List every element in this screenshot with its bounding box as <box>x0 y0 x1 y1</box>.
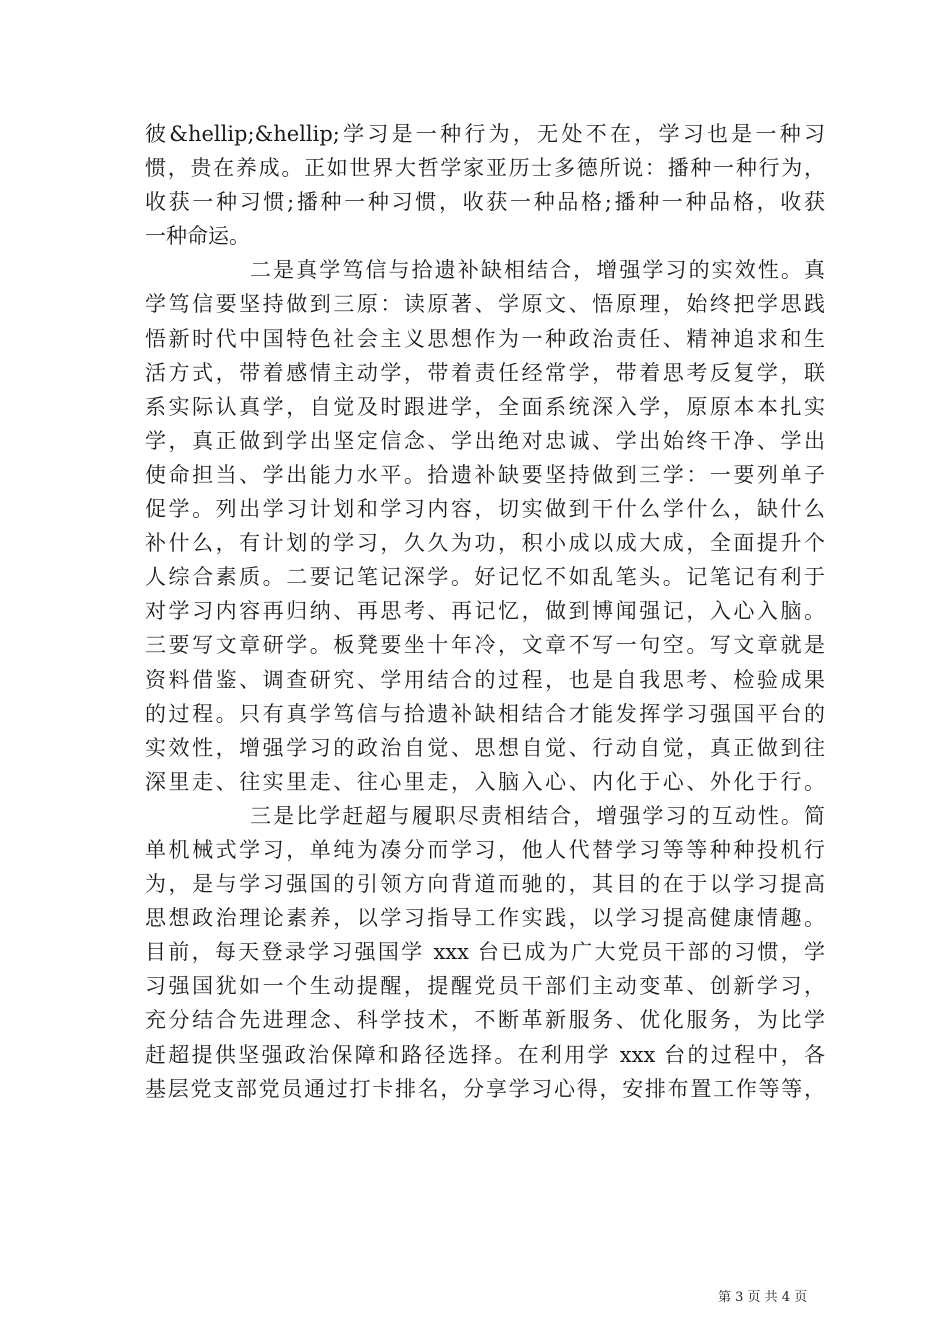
text-line: 补什么，有计划的学习，久久为功，积小成以成大成，全面提升个 <box>145 531 825 556</box>
text-line: 惯，贵在养成。正如世界大哲学家亚历士多德所说：播种一种行为， <box>145 156 825 181</box>
text-line: 为，是与学习强国的引领方向背道而驰的，其目的在于以学习提高 <box>145 872 825 897</box>
text-line: 深里走、往实里走、往心里走，入脑入心、内化于心、外化于行。 <box>145 769 825 794</box>
text-line: 悟新时代中国特色社会主义思想作为一种政治责任、精神追求和生 <box>145 326 825 351</box>
text-line: 思想政治理论素养，以学习指导工作实践，以学习提高健康情趣。 <box>145 906 825 931</box>
paragraph-first-line: 二是真学笃信与拾遗补缺相结合，增强学习的实效性。真 <box>250 258 825 283</box>
text-line: 习强国犹如一个生动提醒，提醒党员干部们主动变革、创新学习， <box>145 974 825 999</box>
text-line: 系实际认真学，自觉及时跟进学，全面系统深入学，原原本本扎实 <box>145 394 825 419</box>
text-line: 使命担当、学出能力水平。拾遗补缺要坚持做到三学：一要列单子 <box>145 462 825 487</box>
text-line: 充分结合先进理念、科学技术，不断革新服务、优化服务，为比学 <box>145 1008 825 1033</box>
text-line: 彼&hellip;&hellip;学习是一种行为，无处不在，学习也是一种习 <box>145 122 825 146</box>
text-line: 资料借鉴、调查研究、学用结合的过程，也是自我思考、检验成果 <box>145 667 825 692</box>
text-line: 的过程。只有真学笃信与拾遗补缺相结合才能发挥学习强国平台的 <box>145 701 825 726</box>
text-line: 收获一种习惯;播种一种习惯，收获一种品格;播种一种品格，收获 <box>145 190 825 215</box>
text-line: 人综合素质。二要记笔记深学。好记忆不如乱笔头。记笔记有利于 <box>145 565 825 590</box>
text-line: 一种命运。 <box>145 224 250 249</box>
text-line: 对学习内容再归纳、再思考、再记忆，做到博闻强记，入心入脑。 <box>145 599 825 624</box>
text-line: 基层党支部党员通过打卡排名，分享学习心得，安排布置工作等等， <box>145 1076 825 1101</box>
text-line: 单机械式学习，单纯为凑分而学习，他人代替学习等等种种投机行 <box>145 837 825 862</box>
paragraph-first-line: 三是比学赶超与履职尽责相结合，增强学习的互动性。简 <box>250 803 825 828</box>
text-line: 学，真正做到学出坚定信念、学出绝对忠诚、学出始终干净、学出 <box>145 428 825 453</box>
text-line: 实效性，增强学习的政治自觉、思想自觉、行动自觉，真正做到往 <box>145 735 825 760</box>
text-line: 三要写文章研学。板凳要坐十年冷，文章不写一句空。写文章就是 <box>145 633 825 658</box>
text-line: 目前，每天登录学习强国学 xxx 台已成为广大党员干部的习惯，学 <box>145 940 825 965</box>
text-line: 活方式，带着感情主动学，带着责任经常学，带着思考反复学，联 <box>145 360 825 385</box>
body-text <box>145 117 825 1106</box>
text-line: 赶超提供坚强政治保障和路径选择。在利用学 xxx 台的过程中，各 <box>145 1042 825 1067</box>
text-line: 学笃信要坚持做到三原：读原著、学原文、悟原理，始终把学思践 <box>145 292 825 317</box>
page-number: 第 3 页 共 4 页 <box>718 1290 808 1305</box>
text-line: 促学。列出学习计划和学习内容，切实做到干什么学什么，缺什么 <box>145 497 825 522</box>
